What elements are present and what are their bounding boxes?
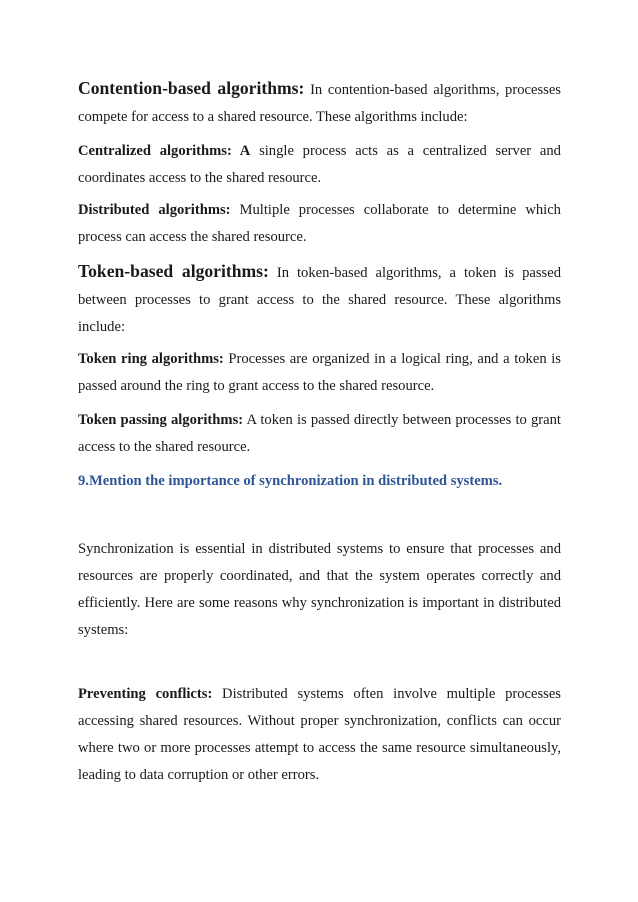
- token-passing-paragraph: [78, 407, 561, 461]
- preventing-conflicts-text: Distributed systems often involve multiple processes accessing shared resources. Without proper synchronization, conflicts can occur where two or more processes attempt to access the same resource simultaneously, leading to data corruption or other errors.: [78, 686, 561, 783]
- answer-intro-paragraph: Synchronization is essential in distributed systems to ensure that processes and resources are properly coordinated, and that the system operates correctly and efficiently. Here are some reasons why synchronization is important in distributed systems:: [78, 541, 561, 638]
- preventing-conflicts-label: Preventing conflicts:: [78, 686, 213, 702]
- token-ring-label: Token ring algorithms:: [78, 351, 224, 367]
- token-based-text: In token-based algorithms, a token is passed between processes to grant access to the shared resource. These algorithms include:: [78, 265, 561, 335]
- token-based-paragraph: [78, 258, 561, 341]
- token-based-label: Token-based algorithms:: [78, 261, 269, 281]
- preventing-conflicts-paragraph: [78, 681, 561, 789]
- token-ring-paragraph: [78, 346, 561, 400]
- contention-label: Contention-based algorithms:: [78, 78, 305, 98]
- centralized-text: single process acts as a centralized server and coordinates access to the shared resource.: [78, 143, 561, 186]
- centralized-label: Centralized algorithms: A: [78, 143, 251, 159]
- distributed-label: Distributed algorithms:: [78, 202, 231, 218]
- contention-text: In contention-based algorithms, processes compete for access to a shared resource. These algorithms include:: [78, 82, 561, 125]
- token-passing-text: A token is passed directly between processes to grant access to the shared resource.: [78, 412, 561, 455]
- centralized-paragraph: [78, 138, 561, 192]
- distributed-paragraph: [78, 197, 561, 251]
- token-ring-text: Processes are organized in a logical ring, and a token is passed around the ring to grant access to the shared resource.: [78, 351, 561, 394]
- token-passing-label: Token passing algorithms:: [78, 412, 244, 428]
- distributed-text: Multiple processes collaborate to determine which process can access the shared resource.: [78, 202, 561, 245]
- contention-paragraph: [78, 75, 561, 131]
- question-heading: 9.Mention the importance of synchronization in distributed systems.: [78, 473, 503, 489]
